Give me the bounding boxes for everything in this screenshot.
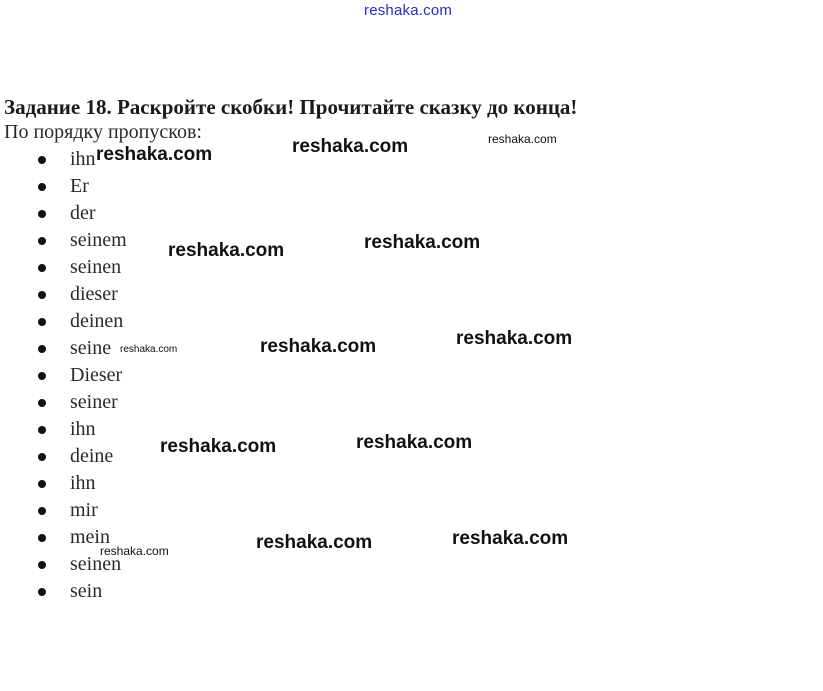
bullet-icon bbox=[38, 399, 46, 407]
bullet-icon bbox=[38, 453, 46, 461]
answer-text: der bbox=[70, 202, 96, 224]
answer-text: mir bbox=[70, 499, 98, 521]
watermark: reshaka.com bbox=[452, 528, 569, 549]
answer-item bbox=[0, 362, 127, 389]
watermark: reshaka.com bbox=[256, 532, 373, 553]
bullet-icon bbox=[38, 237, 46, 245]
answer-text: seinen bbox=[70, 553, 122, 575]
answer-text: Er bbox=[70, 175, 89, 197]
watermark: reshaka.com bbox=[96, 144, 213, 165]
watermark: reshaka.com bbox=[160, 436, 277, 457]
answer-item bbox=[0, 443, 127, 470]
answer-item bbox=[0, 308, 127, 335]
watermark: reshaka.com bbox=[100, 544, 169, 558]
bullet-icon bbox=[38, 561, 46, 569]
answer-text: seiner bbox=[70, 391, 118, 413]
bullet-icon bbox=[38, 372, 46, 380]
answer-text: dieser bbox=[70, 283, 118, 305]
answer-item bbox=[0, 578, 127, 605]
answer-text: ihn bbox=[70, 472, 96, 494]
answer-item bbox=[0, 254, 127, 281]
bullet-icon bbox=[38, 480, 46, 488]
answer-text: seinen bbox=[70, 256, 122, 278]
answer-item bbox=[0, 470, 127, 497]
answer-item bbox=[0, 416, 127, 443]
answer-item bbox=[0, 335, 127, 362]
answer-text: ihn bbox=[70, 418, 96, 440]
watermark: reshaka.com bbox=[168, 240, 285, 261]
answer-text: seinem bbox=[70, 229, 127, 251]
bullet-icon bbox=[38, 426, 46, 434]
bullet-icon bbox=[38, 507, 46, 515]
answer-item bbox=[0, 497, 127, 524]
answer-text: deine bbox=[70, 445, 114, 467]
task-subheading: По порядку пропусков: bbox=[4, 121, 202, 143]
bullet-icon bbox=[38, 264, 46, 272]
watermark: reshaka.com bbox=[260, 336, 377, 357]
answer-text: deinen bbox=[70, 310, 124, 332]
watermark: reshaka.com bbox=[456, 328, 573, 349]
answer-text: ihn bbox=[70, 148, 96, 170]
bullet-icon bbox=[38, 318, 46, 326]
answer-text: Dieser bbox=[70, 364, 123, 386]
answer-item bbox=[0, 173, 127, 200]
bullet-icon bbox=[38, 183, 46, 191]
watermark: reshaka.com bbox=[364, 232, 481, 253]
answer-text: sein bbox=[70, 580, 103, 602]
watermark: reshaka.com bbox=[120, 344, 178, 355]
bullet-icon bbox=[38, 534, 46, 542]
answer-item bbox=[0, 227, 127, 254]
answer-list bbox=[0, 146, 127, 605]
bullet-icon bbox=[38, 345, 46, 353]
answer-item bbox=[0, 389, 127, 416]
bullet-icon bbox=[38, 156, 46, 164]
task-heading: Задание 18. Раскройте скобки! Прочитайте сказку до конца! bbox=[4, 95, 578, 119]
bullet-icon bbox=[38, 588, 46, 596]
bullet-icon bbox=[38, 291, 46, 299]
site-link[interactable]: reshaka.com bbox=[364, 2, 453, 19]
watermark: reshaka.com bbox=[292, 136, 409, 157]
watermark: reshaka.com bbox=[356, 432, 473, 453]
watermark: reshaka.com bbox=[488, 132, 557, 146]
bullet-icon bbox=[38, 210, 46, 218]
answer-item bbox=[0, 281, 127, 308]
answer-text: mein bbox=[70, 526, 110, 548]
answer-text: seine bbox=[70, 337, 112, 359]
answer-item bbox=[0, 200, 127, 227]
